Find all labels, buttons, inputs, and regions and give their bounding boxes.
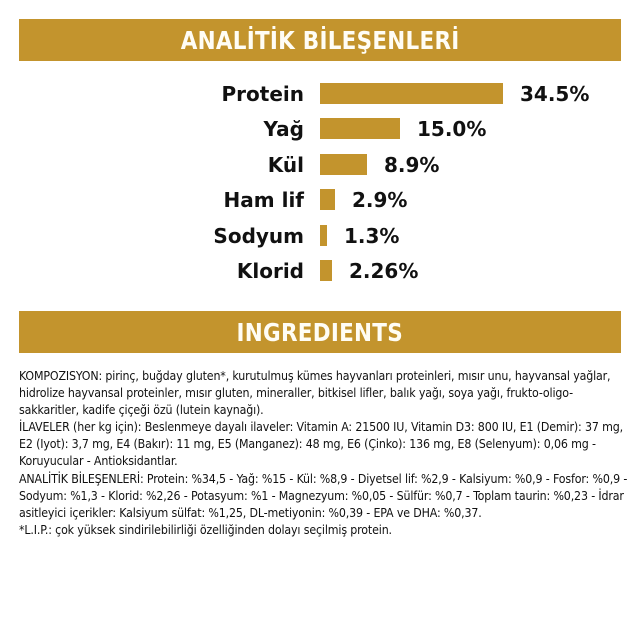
row-label: Protein xyxy=(221,82,304,106)
row-bar xyxy=(320,189,335,210)
row-label: Yağ xyxy=(263,117,304,141)
chart-row-yag xyxy=(0,115,640,143)
row-value: 1.3% xyxy=(344,224,400,248)
row-label: Ham lif xyxy=(223,188,304,212)
ingredients-title: INGREDIENTS xyxy=(236,317,404,347)
row-label: Sodyum xyxy=(213,224,304,248)
analytic-paragraph: ANALİTİK BİLEŞENLERİ: Protein: %34,5 - Yağ: %15 - Kül: %8,9 - Diyetsel lif: %2,9 - Kalsiyum: %0,9 - Fosfor: %0,9 - Sodyum: %1,3 - Klorid: %2,26 - Potasyum: %1 - Magnezyum: %0,05 - Sülfür: %0,7 - Toplam taurin: %0,23 - İdrar asitleyici içerikler: Kalsiyum sülfat: %1,25, DL-metiyonin: %0,39 - EPA ve DHA: %0,37. xyxy=(19,471,628,520)
chart-row-ham-lif xyxy=(0,186,640,214)
footnote-paragraph: *L.I.P.: çok yüksek sindirilebilirliği özelliğinden dolayı seçilmiş protein. xyxy=(19,522,392,537)
analytic-title: ANALİTİK BİLEŞENLERİ xyxy=(180,25,460,55)
row-label: Kül xyxy=(267,153,304,177)
composition-paragraph: KOMPOZISYON: pirinç, buğday gluten*, kurutulmuş kümes hayvanları proteinleri, mısır unu, hayvansal yağlar, hidrolize hayvansal proteinler, mısır gluten, mineraller, bitkisel lifler, balık yağı, soya yağı, frukto-oligo-sakkaritler, kadife çiçeği özü (lutein kaynağı). xyxy=(19,369,611,418)
row-value: 15.0% xyxy=(417,117,487,141)
chart-row-protein xyxy=(0,80,640,108)
row-value: 2.26% xyxy=(349,259,419,283)
chart-row-klorid xyxy=(0,257,640,285)
chart-row-sodyum xyxy=(0,222,640,250)
row-value: 8.9% xyxy=(384,153,440,177)
row-bar xyxy=(320,154,367,175)
analytic-header-band xyxy=(19,19,621,61)
row-bar xyxy=(320,225,327,246)
row-label: Klorid xyxy=(236,259,304,283)
ingredients-header-band xyxy=(19,311,621,353)
row-value: 2.9% xyxy=(352,188,408,212)
row-bar xyxy=(320,118,400,139)
row-bar xyxy=(320,83,503,104)
row-value: 34.5% xyxy=(520,82,590,106)
ingredients-text xyxy=(19,368,629,539)
row-bar xyxy=(320,260,332,281)
additives-paragraph: İLAVELER (her kg için): Beslenmeye dayalı ilaveler: Vitamin A: 21500 IU, Vitamin D3: 800 IU, E1 (Demir): 37 mg, E2 (Iyot): 3,7 mg, E4 (Bakır): 11 mg, E5 (Manganez): 48 mg, E6 (Çinko): 136 mg, E8 (Selenyum): 0,06 mg - Koruyucular - Antioksidantlar. xyxy=(19,420,623,469)
chart-row-kul xyxy=(0,151,640,179)
